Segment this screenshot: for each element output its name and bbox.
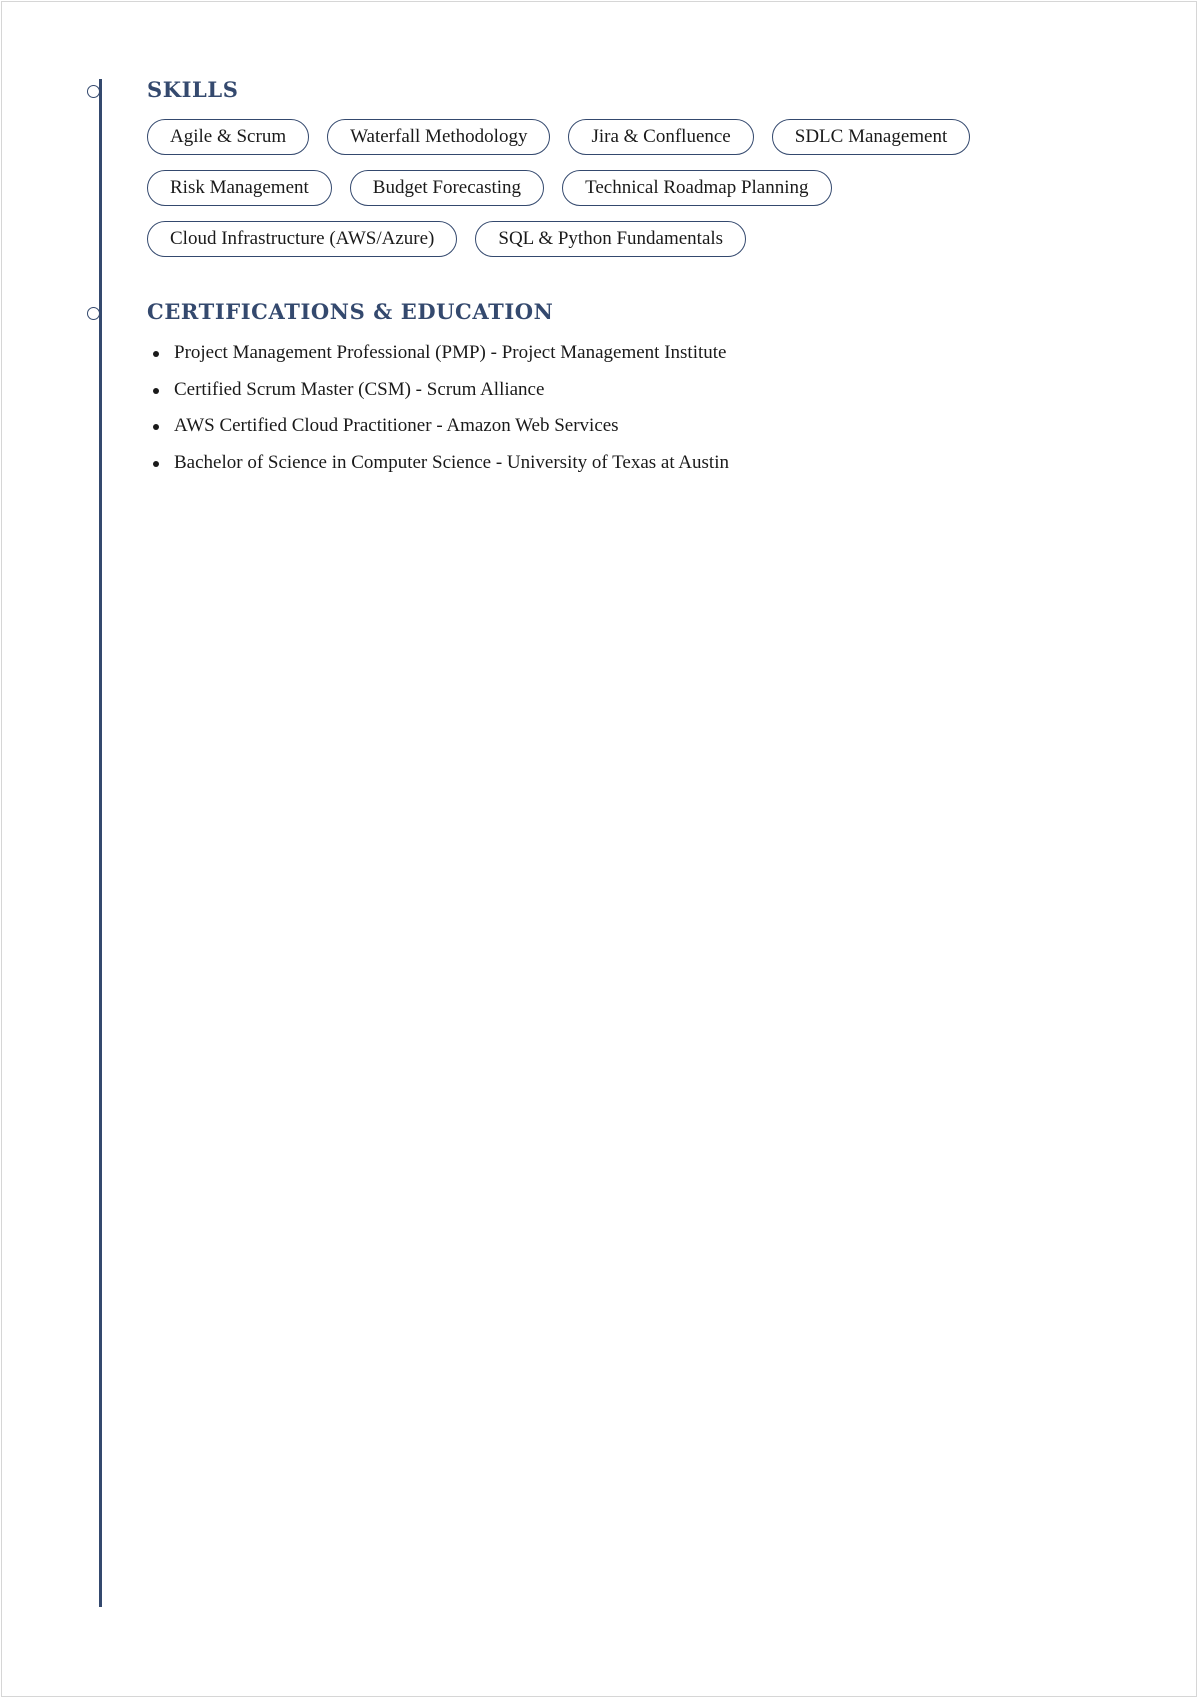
list-item xyxy=(147,448,1156,485)
certifications-heading: CERTIFICATIONS & EDUCATION xyxy=(147,299,554,324)
skill-tag: Agile & Scrum xyxy=(147,119,309,155)
list-item xyxy=(147,338,1156,375)
skill-tag: Technical Roadmap Planning xyxy=(562,170,831,206)
certification-text: Certified Scrum Master (CSM) - Scrum Alliance xyxy=(174,378,545,400)
certifications-section xyxy=(147,298,1156,484)
timeline-line xyxy=(99,79,102,1607)
skill-tag: Risk Management xyxy=(147,170,332,206)
skill-tag: Budget Forecasting xyxy=(350,170,544,206)
skill-tag: SQL & Python Fundamentals xyxy=(475,221,746,257)
certification-text: Bachelor of Science in Computer Science - University of Texas at Austin xyxy=(174,451,729,473)
skill-tag: SDLC Management xyxy=(772,119,971,155)
bullet-icon xyxy=(153,424,159,430)
timeline-marker-certifications xyxy=(87,307,100,320)
timeline-marker-skills xyxy=(87,85,100,98)
skill-tag: Waterfall Methodology xyxy=(327,119,550,155)
bullet-icon xyxy=(153,461,159,467)
list-item xyxy=(147,411,1156,448)
skill-tag: Jira & Confluence xyxy=(568,119,753,155)
skills-section xyxy=(147,76,1156,257)
certifications-list xyxy=(147,338,1156,484)
certification-text: AWS Certified Cloud Practitioner - Amazon Web Services xyxy=(174,415,619,436)
resume-page xyxy=(1,1,1197,1697)
certification-text: Project Management Professional (PMP) - Project Management Institute xyxy=(174,342,727,363)
skills-list xyxy=(147,119,1027,257)
bullet-icon xyxy=(153,351,159,357)
skills-heading: SKILLS xyxy=(147,77,239,102)
bullet-icon xyxy=(153,388,159,394)
skill-tag: Cloud Infrastructure (AWS/Azure) xyxy=(147,221,457,257)
list-item xyxy=(147,375,1156,412)
